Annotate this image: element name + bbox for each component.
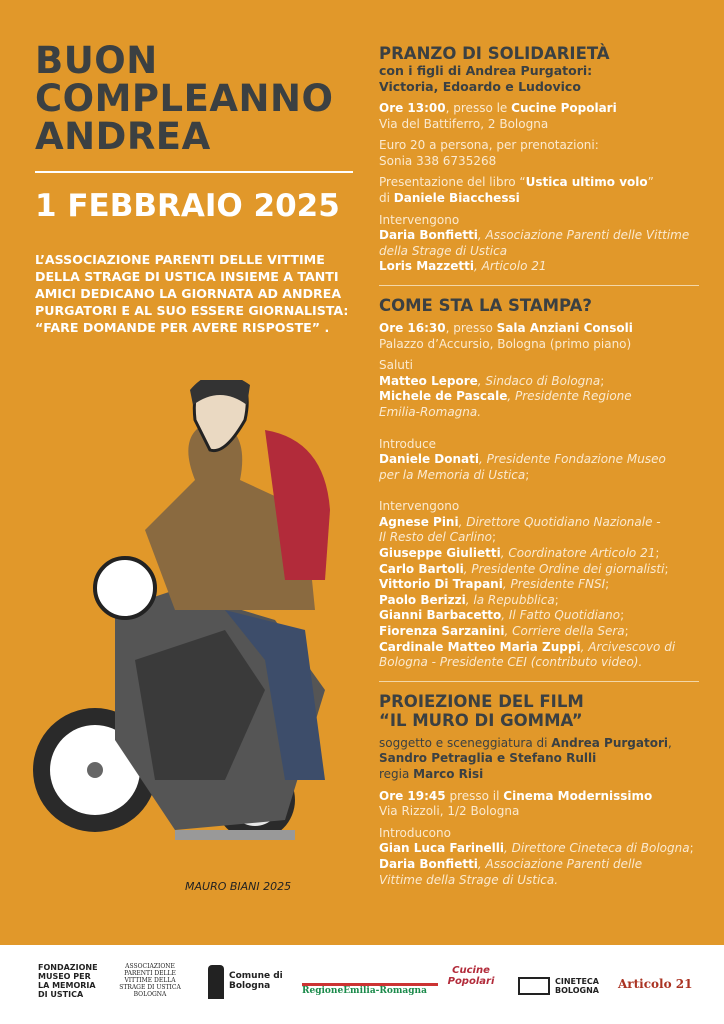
role-text: Bologna - Presidente CEI (contributo video). bbox=[379, 655, 643, 670]
info-text: ; bbox=[624, 624, 629, 639]
role-text: , Associazione Parenti delle bbox=[477, 856, 643, 871]
section-subheading: Victoria, Edoardo e Ludovico bbox=[379, 79, 581, 94]
info-text: Sonia 338 6735268 bbox=[379, 153, 497, 168]
role-text: , Presidente Regione bbox=[507, 389, 632, 404]
program-block bbox=[379, 358, 704, 420]
program-section bbox=[379, 44, 704, 275]
info-text: ; bbox=[605, 577, 610, 592]
program-line bbox=[379, 804, 704, 820]
title-line: COMPLEANNO bbox=[35, 77, 334, 120]
name-text: Loris Mazzetti bbox=[379, 259, 474, 274]
program-line bbox=[379, 873, 704, 889]
intro-text: L’ASSOCIAZIONE PARENTI DELLE VITTIME DELLA STRAGE DI USTICA INSIEME A TANTI AMICI DEDICANO LA GIORNATA AD ANDREA PURGATORI E AL SUO ESSERE GIORNALISTA: “FARE DOMANDE PER AVERE RISPOSTE” . bbox=[35, 252, 349, 335]
title-line: ANDREA bbox=[35, 115, 211, 158]
role-text: , Presidente Fondazione Museo bbox=[478, 452, 666, 467]
program-line bbox=[379, 321, 704, 337]
name-text: Ore 19:45 bbox=[379, 788, 446, 803]
bologna-crest-icon bbox=[208, 965, 224, 999]
program-block bbox=[379, 213, 704, 275]
program-line bbox=[379, 405, 704, 421]
role-text: , Corriere della Sera bbox=[504, 624, 625, 639]
name-text: Cucine Popolari bbox=[511, 101, 617, 115]
program-line bbox=[379, 437, 704, 453]
info-text: soggetto e sceneggiatura di bbox=[379, 735, 552, 750]
info-text: Intervengono bbox=[379, 212, 460, 227]
program-block bbox=[379, 138, 704, 169]
logo-comune-bologna: Comune di Bologna bbox=[229, 971, 283, 991]
role-text: Emilia-Romagna. bbox=[379, 404, 482, 419]
program-line bbox=[379, 826, 704, 842]
name-text: Sala Anziani Consoli bbox=[496, 320, 633, 335]
info-text: regia bbox=[379, 767, 414, 781]
name-text: Ore 13:00 bbox=[379, 101, 446, 115]
role-text: , Il Fatto Quotidiano bbox=[501, 608, 621, 623]
role-text: , Arcivescovo di bbox=[580, 639, 676, 654]
role-text: Vittime della Strage di Ustica. bbox=[379, 872, 559, 887]
event-date: 1 FEBBRAIO 2025 bbox=[35, 188, 340, 224]
program-line bbox=[379, 751, 704, 767]
section-divider bbox=[379, 681, 699, 682]
name-text: Matteo Lepore bbox=[379, 373, 478, 388]
role-text: , Associazione Parenti delle Vittime bbox=[477, 228, 690, 243]
info-text: Introduce bbox=[379, 436, 437, 451]
role-text: , Presidente FNSI bbox=[502, 577, 606, 592]
program-line bbox=[379, 530, 704, 546]
program-line bbox=[379, 259, 704, 275]
program-block bbox=[379, 499, 704, 671]
info-text: Presentazione del libro “ bbox=[379, 175, 526, 190]
name-text: Giuseppe Giulietti bbox=[379, 546, 501, 561]
info-text: ; bbox=[554, 592, 559, 607]
section-heading: “IL MURO DI GOMMA” bbox=[379, 710, 583, 730]
program-line bbox=[379, 515, 704, 531]
program-line bbox=[379, 655, 704, 671]
info-text: ” bbox=[647, 175, 654, 190]
program-line bbox=[379, 389, 704, 405]
program-block bbox=[379, 437, 704, 484]
info-text: Via del Battiferro, 2 Bologna bbox=[379, 116, 549, 131]
info-text: Saluti bbox=[379, 358, 413, 373]
role-text: , la Repubblica bbox=[465, 592, 555, 607]
info-text: ; bbox=[689, 841, 694, 856]
program-line bbox=[379, 337, 704, 353]
role-text: della Strage di Ustica bbox=[379, 243, 508, 258]
info-text: , bbox=[668, 735, 672, 750]
name-text: Carlo Bartoli bbox=[379, 561, 464, 576]
program-block bbox=[379, 321, 704, 352]
info-text: Intervengono bbox=[379, 499, 460, 514]
name-text: Daria Bonfietti bbox=[379, 228, 478, 243]
program-line bbox=[379, 374, 704, 390]
role-text: , Articolo 21 bbox=[473, 259, 547, 274]
logo-fondazione-museo: FONDAZIONE MUSEO PER LA MEMORIA DI USTICA bbox=[38, 963, 98, 999]
program-line bbox=[379, 562, 704, 578]
program-block bbox=[379, 175, 704, 206]
program-section bbox=[379, 692, 704, 888]
section-subheading: con i figli di Andrea Purgatori: bbox=[379, 63, 593, 78]
name-text: Vittorio Di Trapani bbox=[379, 577, 503, 592]
artist-signature: MAURO BIANI 2025 bbox=[185, 880, 292, 893]
logo-associazione-parenti: ASSOCIAZIONE PARENTI DELLE VITTIME DELLA STRAGE DI USTICA BOLOGNA bbox=[119, 963, 181, 998]
program-line bbox=[379, 452, 704, 468]
name-text: Ore 16:30 bbox=[379, 320, 446, 335]
program-line bbox=[379, 546, 704, 562]
name-text: Daniele Donati bbox=[379, 452, 479, 467]
section-heading: COME STA LA STAMPA? bbox=[379, 295, 592, 315]
program-line bbox=[379, 358, 704, 374]
program-line bbox=[379, 101, 704, 117]
logo-cucine-popolari: Cucine Popolari bbox=[447, 965, 495, 987]
name-text: Gian Luca Farinelli bbox=[379, 841, 505, 856]
motorcycle-illustration bbox=[25, 380, 360, 935]
info-text: ; bbox=[525, 467, 530, 482]
logo-cineteca: CINETECA BOLOGNA bbox=[555, 977, 599, 995]
cineteca-icon bbox=[518, 977, 550, 995]
info-text: ; bbox=[655, 546, 660, 561]
program-block bbox=[379, 101, 704, 132]
program-line bbox=[379, 499, 704, 515]
program-line bbox=[379, 640, 704, 656]
program-line bbox=[379, 577, 704, 593]
sponsor-footer bbox=[0, 945, 724, 1024]
program-line bbox=[379, 767, 704, 783]
program-line bbox=[379, 736, 704, 752]
program-line bbox=[379, 624, 704, 640]
program-line bbox=[379, 841, 704, 857]
program-line bbox=[379, 138, 704, 154]
info-text: di bbox=[379, 190, 394, 205]
program-block bbox=[379, 826, 704, 888]
name-text: Ustica ultimo volo bbox=[525, 175, 648, 190]
info-text: ; bbox=[620, 608, 625, 623]
name-text: Fiorenza Sarzanini bbox=[379, 624, 505, 639]
info-text: , presso bbox=[445, 320, 497, 335]
info-text: ; bbox=[664, 561, 669, 576]
info-text: Euro 20 a persona, per prenotazioni: bbox=[379, 138, 599, 153]
program-line bbox=[379, 608, 704, 624]
info-text: Palazzo d’Accursio, Bologna (primo piano) bbox=[379, 336, 632, 351]
name-text: Sandro Petraglia e Stefano Rulli bbox=[379, 751, 597, 766]
section-heading: PROIEZIONE DEL FILM bbox=[379, 691, 584, 711]
name-text: Cinema Modernissimo bbox=[503, 788, 653, 803]
role-text: , Direttore Cineteca di Bologna bbox=[504, 841, 690, 856]
info-text: ; bbox=[491, 530, 496, 545]
info-text: , presso le bbox=[445, 101, 512, 115]
role-text: , Coordinatore Articolo 21 bbox=[500, 546, 656, 561]
role-text: , Sindaco di Bologna bbox=[477, 373, 601, 388]
program-section bbox=[379, 296, 704, 671]
role-text: Il Resto del Carlino bbox=[379, 530, 492, 545]
role-text: per la Memoria di Ustica bbox=[379, 467, 526, 482]
name-text: Cardinale Matteo Maria Zuppi bbox=[379, 639, 581, 654]
name-text: Daria Bonfietti bbox=[379, 856, 478, 871]
name-text: Gianni Barbacetto bbox=[379, 608, 502, 623]
role-text: , Presidente Ordine dei giornalisti bbox=[463, 561, 665, 576]
role-text: , Direttore Quotidiano Nazionale - bbox=[458, 514, 661, 529]
section-divider bbox=[379, 285, 699, 286]
program-line bbox=[379, 117, 704, 133]
name-text: Michele de Pascale bbox=[379, 389, 508, 404]
program-line bbox=[379, 468, 704, 484]
info-text: Via Rizzoli, 1/2 Bologna bbox=[379, 804, 520, 819]
info-text: Introducono bbox=[379, 825, 451, 840]
program bbox=[379, 44, 704, 888]
info-text: ; bbox=[600, 373, 605, 388]
name-text: Andrea Purgatori bbox=[551, 735, 669, 750]
program-line bbox=[379, 154, 704, 170]
program-line bbox=[379, 244, 704, 260]
program-line bbox=[379, 228, 704, 244]
program-line bbox=[379, 191, 704, 207]
info-text: presso il bbox=[445, 788, 504, 803]
program-line bbox=[379, 789, 704, 805]
name-text: Daniele Biacchessi bbox=[393, 190, 520, 205]
program-block bbox=[379, 736, 704, 783]
poster-title bbox=[35, 39, 334, 158]
program-line bbox=[379, 593, 704, 609]
program-block bbox=[379, 789, 704, 820]
title-line: BUON bbox=[35, 39, 158, 82]
program-line bbox=[379, 857, 704, 873]
program-line bbox=[379, 213, 704, 229]
section-heading: PRANZO DI SOLIDARIETÀ bbox=[379, 44, 610, 63]
logo-articolo21: Articolo 21 bbox=[618, 977, 693, 991]
name-text: Paolo Berizzi bbox=[379, 592, 466, 607]
name-text: Marco Risi bbox=[413, 767, 484, 781]
logo-regione: RegioneEmilia-Romagna bbox=[302, 983, 438, 997]
program-line bbox=[379, 175, 704, 191]
name-text: Agnese Pini bbox=[379, 514, 459, 529]
divider bbox=[35, 171, 353, 173]
